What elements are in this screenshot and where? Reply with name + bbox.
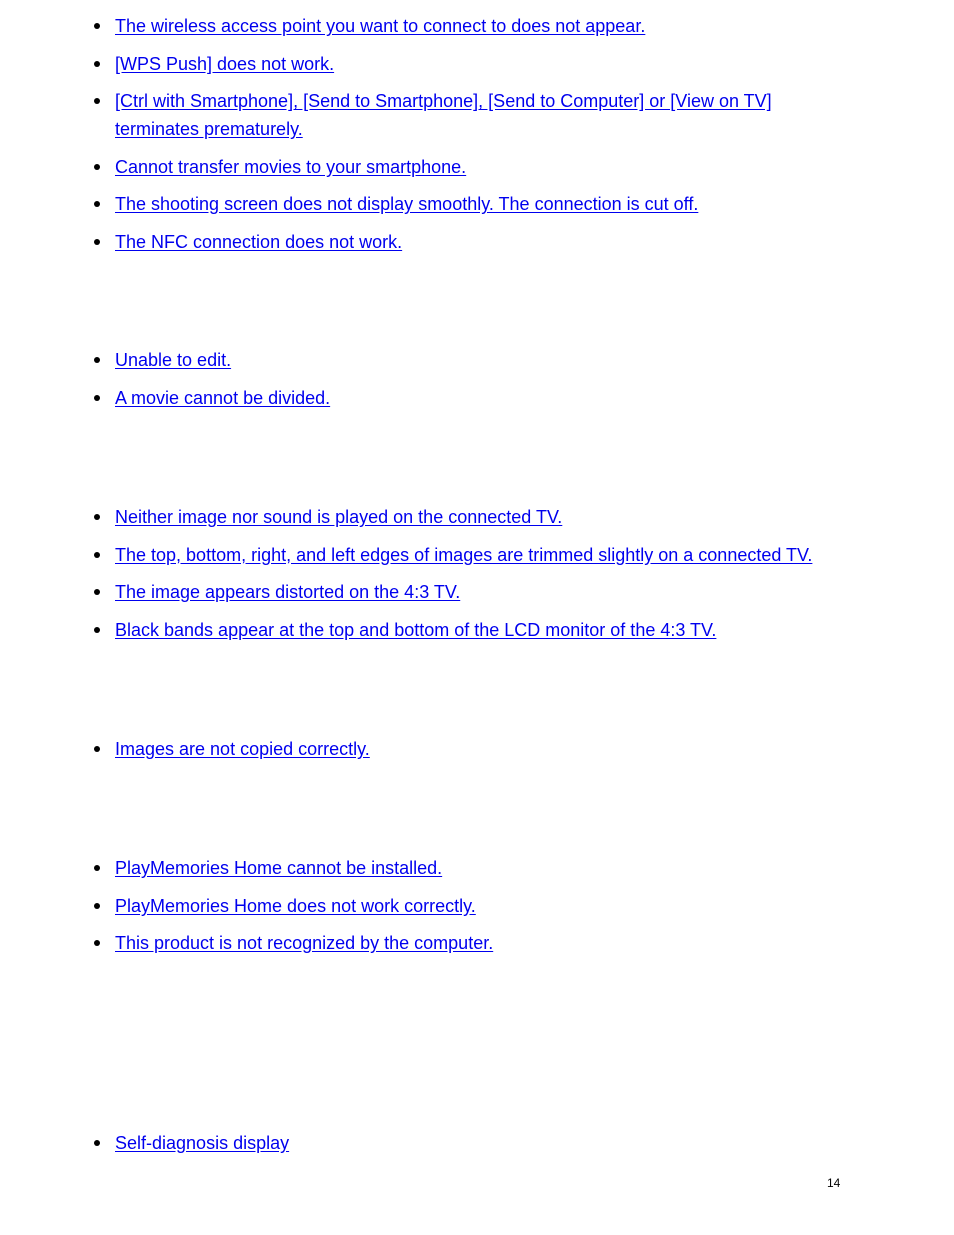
bullet-icon bbox=[94, 239, 100, 245]
computer-troubleshooting-list bbox=[0, 854, 954, 967]
self-diagnosis-list bbox=[0, 1129, 954, 1167]
page-number: 14 bbox=[827, 1176, 841, 1190]
list-item bbox=[0, 50, 954, 78]
list-item bbox=[0, 228, 954, 256]
bullet-icon bbox=[94, 164, 100, 170]
bullet-icon bbox=[94, 201, 100, 207]
link-playmemories-not-working[interactable]: PlayMemories Home does not work correctly. bbox=[115, 895, 476, 916]
list-item bbox=[0, 854, 954, 882]
link-product-not-recognized[interactable]: This product is not recognized by the computer. bbox=[115, 933, 494, 953]
bullet-icon bbox=[94, 627, 100, 633]
link-black-bands[interactable]: Black bands appear at the top and bottom of the LCD monitor of the 4:3 TV. bbox=[115, 619, 717, 640]
bullet-icon bbox=[94, 1140, 100, 1146]
link-wireless-access-point[interactable]: The wireless access point you want to connect to does not appear. bbox=[115, 16, 646, 36]
bullet-icon bbox=[94, 23, 100, 29]
list-item bbox=[0, 616, 954, 644]
link-nfc-connection[interactable]: The NFC connection does not work. bbox=[115, 231, 403, 252]
link-cannot-transfer-movies[interactable]: Cannot transfer movies to your smartphone. bbox=[115, 156, 467, 177]
list-item bbox=[0, 892, 954, 920]
bullet-icon bbox=[94, 552, 100, 558]
link-edges-trimmed[interactable]: The top, bottom, right, and left edges of images are trimmed slightly on a connected TV. bbox=[115, 544, 813, 565]
list-item bbox=[0, 12, 954, 40]
list-item bbox=[0, 384, 954, 412]
bullet-icon bbox=[94, 746, 100, 752]
link-unable-to-edit[interactable]: Unable to edit. bbox=[115, 350, 232, 370]
bullet-icon bbox=[94, 395, 100, 401]
link-no-image-or-sound[interactable]: Neither image nor sound is played on the connected TV. bbox=[115, 507, 563, 527]
list-item bbox=[0, 578, 954, 606]
editing-troubleshooting-list bbox=[0, 346, 954, 421]
link-shooting-screen[interactable]: The shooting screen does not display smoothly. The connection is cut off. bbox=[115, 194, 699, 214]
list-item bbox=[0, 190, 954, 218]
bullet-icon bbox=[94, 903, 100, 909]
link-wps-push[interactable]: [WPS Push] does not work. bbox=[115, 53, 335, 74]
tv-troubleshooting-list bbox=[0, 503, 954, 653]
link-playmemories-cannot-install[interactable]: PlayMemories Home cannot be installed. bbox=[115, 858, 443, 878]
link-images-not-copied[interactable]: Images are not copied correctly. bbox=[115, 739, 370, 759]
link-self-diagnosis-display[interactable]: Self-diagnosis display bbox=[115, 1133, 290, 1153]
bullet-icon bbox=[94, 98, 100, 104]
bullet-icon bbox=[94, 61, 100, 67]
list-item bbox=[0, 541, 954, 569]
list-item bbox=[0, 346, 954, 374]
bullet-icon bbox=[94, 865, 100, 871]
wifi-troubleshooting-list bbox=[0, 12, 954, 265]
link-movie-cannot-be-divided[interactable]: A movie cannot be divided. bbox=[115, 387, 331, 408]
bullet-icon bbox=[94, 589, 100, 595]
copying-troubleshooting-list bbox=[0, 735, 954, 773]
bullet-icon bbox=[94, 514, 100, 520]
link-ctrl-with-smartphone[interactable]: [Ctrl with Smartphone], [Send to Smartphone], [Send to Computer] or [View on TV] terminates prematurely. bbox=[115, 91, 772, 139]
list-item bbox=[0, 503, 954, 531]
list-item bbox=[0, 929, 954, 957]
list-item bbox=[0, 1129, 954, 1157]
bullet-icon bbox=[94, 940, 100, 946]
link-image-distorted[interactable]: The image appears distorted on the 4:3 TV. bbox=[115, 582, 461, 602]
list-item bbox=[0, 153, 954, 181]
list-item bbox=[0, 87, 954, 143]
list-item bbox=[0, 735, 954, 763]
bullet-icon bbox=[94, 357, 100, 363]
